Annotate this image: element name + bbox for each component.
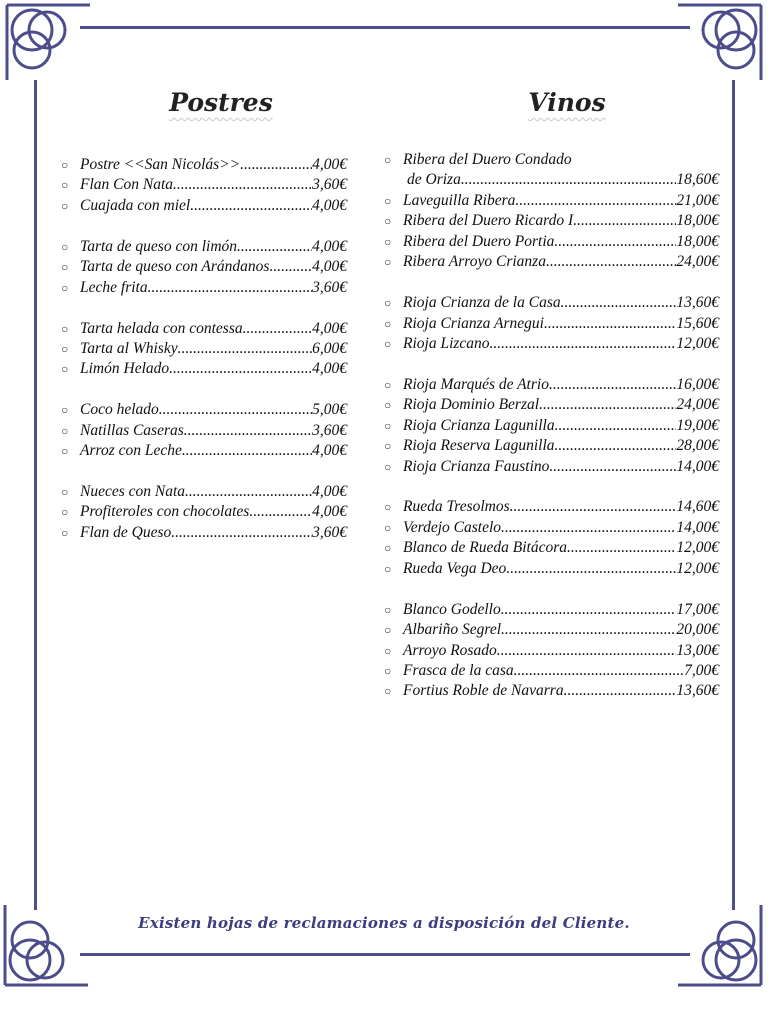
menu-item	[384, 252, 719, 272]
bullet-icon: ○	[61, 485, 69, 499]
item-name: Arroyo Rosado	[403, 641, 497, 659]
group-spacer	[403, 273, 719, 293]
item-price: 3,60€	[312, 278, 347, 296]
border-right	[732, 80, 735, 910]
bullet-icon: ○	[384, 193, 392, 208]
item-price: 14,00€	[676, 457, 719, 475]
item-name: Tarta de queso con limón	[80, 237, 238, 255]
celtic-knot-icon	[2, 0, 92, 90]
menu-item	[61, 196, 347, 216]
menu-item	[384, 600, 719, 620]
item-price: 19,00€	[676, 416, 719, 434]
menu-item	[61, 421, 347, 441]
item-name: Rioja Dominio Berzal	[403, 396, 540, 414]
item-name: Cuajada con miel	[80, 196, 191, 214]
menu-item	[61, 441, 347, 461]
leader-dots	[567, 538, 676, 558]
item-price: 18,60€	[676, 171, 719, 189]
leader-dots	[506, 559, 676, 579]
menu-item	[384, 375, 719, 395]
item-name: Rueda Vega Deo	[403, 559, 507, 577]
item-name: Ribera del Duero Portia	[403, 232, 555, 250]
menu-item	[384, 681, 719, 701]
leader-dots	[515, 191, 676, 211]
item-price: 20,00€	[676, 621, 719, 639]
menu-item	[61, 339, 347, 359]
item-name: Nueces con Nata	[80, 483, 186, 500]
item-name: Ribera del Duero Condado	[403, 151, 572, 168]
item-price: 4,00€	[312, 258, 347, 276]
item-name: Albariño Segrel	[403, 621, 502, 639]
item-name: Fortius Roble de Navarra	[403, 682, 564, 700]
item-name: Blanco de Rueda Bitácora	[403, 539, 567, 557]
bullet-icon: ○	[384, 643, 392, 658]
bullet-icon: ○	[384, 153, 392, 167]
leader-dots	[510, 497, 677, 517]
item-price: 13,60€	[676, 294, 719, 312]
item-price: 12,00€	[676, 334, 719, 352]
leader-dots	[561, 293, 677, 313]
item-name: Postre <<San Nicolás>>	[80, 156, 241, 173]
menu-item	[61, 237, 347, 257]
leader-dots	[169, 359, 312, 379]
item-name: Laveguilla Ribera	[403, 191, 516, 209]
item-price: 13,00€	[676, 641, 719, 659]
bullet-icon: ○	[61, 362, 69, 377]
item-name: Blanco Godello	[403, 600, 501, 618]
border-top	[80, 26, 690, 29]
border-left	[34, 80, 37, 910]
menu-item	[384, 497, 719, 517]
item-name: Frasca de la casa	[403, 661, 514, 679]
item-price: 4,00€	[312, 503, 347, 521]
item-name: Ribera del Duero Ricardo I	[403, 212, 574, 230]
leader-dots	[240, 155, 312, 175]
leader-dots	[554, 232, 676, 252]
item-price: 21,00€	[676, 191, 719, 209]
item-price: 4,00€	[312, 442, 347, 460]
bullet-icon: ○	[61, 505, 69, 520]
item-price: 4,00€	[312, 237, 347, 255]
leader-dots	[182, 441, 312, 461]
border-bottom	[80, 953, 690, 956]
bullet-icon: ○	[61, 280, 69, 295]
menu-item	[384, 395, 719, 415]
menu-item-continuation	[403, 170, 719, 190]
item-price: 3,60€	[312, 421, 347, 439]
item-name: Rioja Crianza Arnegui	[403, 314, 544, 332]
celtic-knot-icon	[676, 0, 766, 90]
leader-dots	[573, 211, 676, 231]
item-name: Tarta de queso con Arándanos	[80, 258, 270, 276]
item-price: 4,00€	[312, 360, 347, 378]
bullet-icon: ○	[61, 178, 69, 193]
bullet-icon: ○	[61, 525, 69, 540]
bullet-icon: ○	[384, 377, 392, 392]
item-price: 24,00€	[676, 396, 719, 414]
item-name: Tarta helada con contessa	[80, 319, 243, 337]
bullet-icon: ○	[384, 500, 392, 515]
item-price: 4,00€	[312, 196, 347, 214]
leader-dots	[184, 421, 312, 441]
item-price: 18,00€	[676, 212, 719, 230]
leader-dots	[555, 436, 677, 456]
item-name: Leche frita	[80, 278, 148, 296]
menu-item	[384, 211, 719, 231]
menu-item	[384, 314, 719, 334]
bullet-icon: ○	[384, 623, 392, 638]
group-spacer	[403, 579, 719, 599]
leader-dots	[497, 641, 677, 661]
leader-dots	[514, 661, 684, 681]
group-spacer	[403, 477, 719, 497]
bullet-icon: ○	[61, 321, 69, 336]
leader-dots	[539, 395, 676, 415]
bullet-icon: ○	[61, 198, 69, 213]
bullet-icon: ○	[384, 520, 392, 535]
bullet-icon: ○	[384, 684, 392, 699]
menu-item	[61, 502, 347, 522]
leader-dots	[549, 375, 676, 395]
desserts-list	[61, 155, 347, 543]
menu-item	[61, 359, 347, 379]
bullet-icon: ○	[384, 602, 392, 617]
leader-dots	[237, 237, 312, 257]
leader-dots	[148, 278, 313, 298]
menu-item	[61, 319, 347, 339]
menu-item	[384, 334, 719, 354]
item-price: 15,60€	[676, 314, 719, 332]
menu-item	[384, 150, 719, 170]
item-price: 5,00€	[312, 401, 347, 419]
leader-dots	[490, 334, 677, 354]
leader-dots	[171, 523, 312, 543]
item-price: 7,00€	[684, 661, 719, 679]
leader-dots	[544, 314, 676, 334]
item-price: 13,60€	[676, 682, 719, 700]
menu-item	[61, 257, 347, 277]
item-price: 12,00€	[676, 539, 719, 557]
item-name: Flan de Queso	[80, 523, 172, 541]
item-price: 18,00€	[676, 232, 719, 250]
leader-dots	[178, 339, 313, 359]
menu-item	[384, 191, 719, 211]
leader-dots	[185, 482, 312, 502]
leader-dots	[555, 416, 677, 436]
item-name: Arroz con Leche	[80, 442, 182, 460]
item-name: Rioja Lizcano	[403, 334, 490, 352]
leader-dots	[501, 518, 676, 538]
bullet-icon: ○	[61, 260, 69, 275]
menu-item	[61, 175, 347, 195]
leader-dots	[159, 400, 312, 420]
item-price: 4,00€	[312, 483, 347, 500]
menu-item	[384, 538, 719, 558]
bullet-icon: ○	[384, 336, 392, 351]
item-name: Limón Helado	[80, 360, 170, 378]
menu-item	[384, 559, 719, 579]
item-name: Rioja Reserva Lagunilla	[403, 437, 555, 455]
leader-dots	[249, 502, 312, 522]
bullet-icon: ○	[61, 341, 69, 356]
bullet-icon: ○	[61, 423, 69, 438]
wines-title: Vinos	[528, 88, 606, 117]
item-name: Rueda Tresolmos	[403, 498, 510, 516]
menu-item	[384, 620, 719, 640]
item-name: Profiteroles con chocolates	[80, 503, 250, 521]
leader-dots	[173, 175, 312, 195]
menu-item	[384, 232, 719, 252]
item-price: 12,00€	[676, 559, 719, 577]
item-name-continued: de Oriza	[407, 171, 461, 189]
bullet-icon: ○	[61, 239, 69, 254]
wines-list	[384, 150, 719, 702]
item-name: Tarta al Whisky	[80, 339, 178, 357]
menu-item	[384, 416, 719, 436]
item-price: 4,00€	[312, 156, 347, 173]
bullet-icon: ○	[384, 561, 392, 576]
bullet-icon: ○	[384, 663, 392, 678]
item-name: Rioja Crianza Faustino	[403, 457, 550, 475]
item-name: Coco helado	[80, 401, 159, 419]
complaints-notice: Existen hojas de reclamaciones a disposición del Cliente.	[138, 914, 630, 932]
item-name: Verdejo Castelo	[403, 518, 502, 536]
item-price: 14,60€	[676, 498, 719, 516]
leader-dots	[190, 196, 312, 216]
item-name: Ribera Arroyo Crianza	[403, 253, 546, 271]
item-name: Rioja Crianza de la Casa	[403, 294, 561, 312]
item-name: Rioja Crianza Lagunilla	[403, 416, 555, 434]
menu-item	[384, 457, 719, 477]
item-price: 3,60€	[312, 176, 347, 194]
leader-dots	[269, 257, 312, 277]
item-name: Natillas Caseras	[80, 421, 184, 439]
leader-dots	[546, 252, 676, 272]
leader-dots	[564, 681, 677, 701]
bullet-icon: ○	[384, 234, 392, 249]
item-price: 6,00€	[312, 339, 347, 357]
menu-item	[384, 518, 719, 538]
menu-item	[61, 400, 347, 420]
item-name: Rioja Marqués de Atrio	[403, 375, 549, 393]
bullet-icon: ○	[61, 158, 69, 172]
leader-dots	[461, 170, 677, 190]
item-price: 16,00€	[676, 375, 719, 393]
bullet-icon: ○	[61, 403, 69, 418]
bullet-icon: ○	[384, 296, 392, 311]
leader-dots	[549, 457, 676, 477]
menu-item	[61, 155, 347, 175]
bullet-icon: ○	[384, 541, 392, 556]
leader-dots	[501, 620, 676, 640]
menu-item	[384, 661, 719, 681]
item-price: 14,00€	[676, 518, 719, 536]
desserts-title: Postres	[169, 88, 273, 117]
menu-item	[384, 641, 719, 661]
leader-dots	[501, 600, 677, 620]
bullet-icon: ○	[384, 418, 392, 433]
item-price: 4,00€	[312, 319, 347, 337]
bullet-icon: ○	[384, 316, 392, 331]
bullet-icon: ○	[384, 255, 392, 270]
group-spacer	[80, 462, 347, 482]
item-price: 24,00€	[676, 253, 719, 271]
bullet-icon: ○	[61, 444, 69, 459]
item-price: 3,60€	[312, 523, 347, 541]
group-spacer	[80, 380, 347, 400]
bullet-icon: ○	[384, 398, 392, 413]
item-price: 28,00€	[676, 437, 719, 455]
bullet-icon: ○	[384, 214, 392, 229]
menu-item	[61, 523, 347, 543]
group-spacer	[80, 216, 347, 236]
bullet-icon: ○	[384, 459, 392, 474]
menu-item	[61, 482, 347, 502]
leader-dots	[243, 319, 313, 339]
menu-item	[384, 293, 719, 313]
group-spacer	[403, 354, 719, 374]
bullet-icon: ○	[384, 439, 392, 454]
menu-item	[384, 436, 719, 456]
group-spacer	[80, 298, 347, 318]
menu-item	[61, 278, 347, 298]
item-price: 17,00€	[676, 600, 719, 618]
item-name: Flan Con Nata	[80, 176, 174, 194]
